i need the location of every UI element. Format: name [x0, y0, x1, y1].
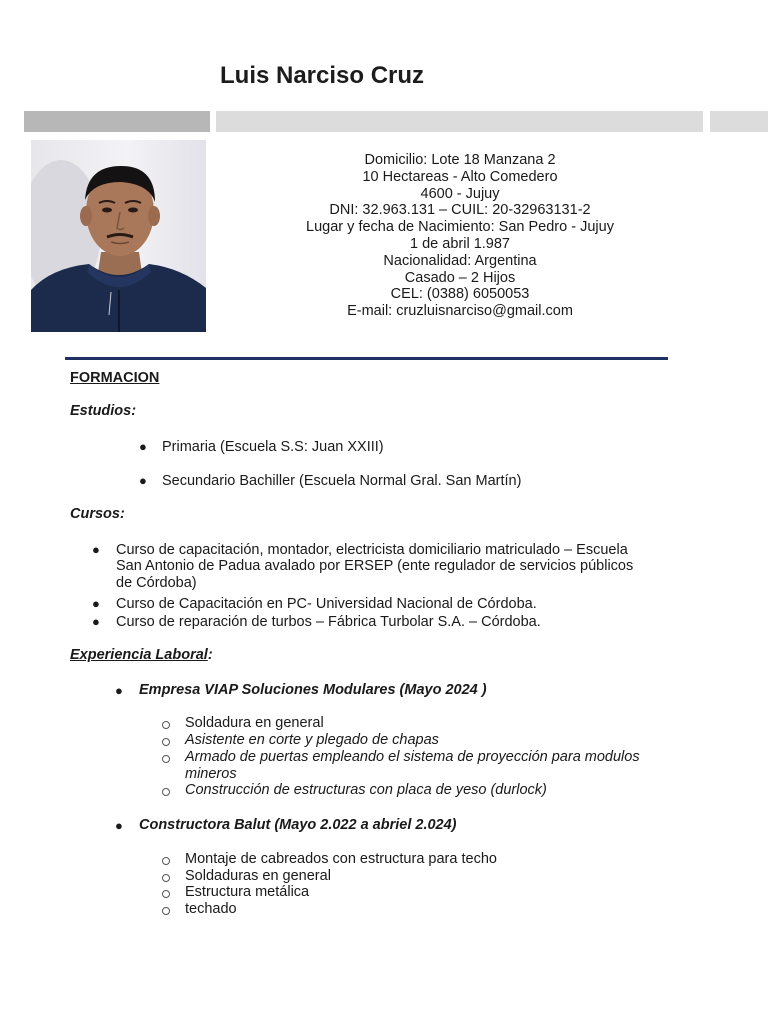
page-title: Luis Narciso Cruz — [220, 62, 425, 89]
job-title: Constructora Balut (Mayo 2.022 a abriel 2.024) — [139, 817, 457, 833]
header-bar-middle — [216, 111, 703, 132]
bullet-icon: ● — [92, 542, 100, 557]
list-item-curso: Curso de reparación de turbos – Fábrica Turbolar S.A. – Córdoba. — [116, 614, 541, 630]
bullet-icon: ● — [115, 683, 123, 698]
bullet-icon: ● — [115, 818, 123, 833]
experiencia-colon: : — [207, 647, 213, 663]
subheading-estudios: Estudios: — [70, 403, 137, 419]
contact-neighborhood: 10 Hectareas - Alto Comedero — [362, 168, 558, 185]
circle-bullet-icon — [162, 890, 170, 898]
circle-bullet-icon — [162, 738, 170, 746]
list-item-estudio: Primaria (Escuela S.S: Juan XXIII) — [162, 439, 384, 455]
job-task: Asistente en corte y plegado de chapas — [185, 732, 439, 748]
job-task-cont: mineros — [185, 766, 237, 782]
job-task: Armado de puertas empleando el sistema de proyección para modulos — [185, 749, 640, 765]
profile-photo — [31, 140, 206, 332]
job-task: Construcción de estructuras con placa de yeso (durlock) — [185, 782, 547, 798]
job-title: Empresa VIAP Soluciones Modulares (Mayo 2024 ) — [139, 682, 487, 698]
circle-bullet-icon — [162, 874, 170, 882]
section-title-experiencia — [70, 647, 213, 663]
contact-city: 4600 - Jujuy — [420, 185, 500, 202]
header-bar-right — [710, 111, 768, 132]
list-item-curso: Curso de capacitación, montador, electricista domiciliario matriculado – Escuela — [116, 542, 628, 558]
contact-birthdate: 1 de abril 1.987 — [410, 235, 510, 252]
list-item-estudio: Secundario Bachiller (Escuela Normal Gral. San Martín) — [162, 473, 522, 489]
circle-bullet-icon — [162, 721, 170, 729]
contact-email[interactable]: E-mail: cruzluisnarciso@gmail.com — [347, 303, 573, 320]
contact-info — [250, 152, 670, 320]
bullet-icon: ● — [139, 473, 147, 488]
list-item-curso-cont: de Córdoba) — [116, 575, 197, 591]
subheading-cursos: Cursos: — [70, 506, 125, 522]
circle-bullet-icon — [162, 755, 170, 763]
job-task: Estructura metálica — [185, 884, 310, 900]
header-bar-left — [24, 111, 210, 132]
circle-bullet-icon — [162, 907, 170, 915]
job-task: Montaje de cabreados con estructura para techo — [185, 851, 497, 867]
contact-dni: DNI: 32.963.131 – CUIL: 20-32963131-2 — [329, 202, 591, 219]
list-item-curso-cont: San Antonio de Padua avalado por ERSEP (ente regulador de servicios públicos — [116, 558, 634, 574]
circle-bullet-icon — [162, 788, 170, 796]
job-task: Soldadura en general — [185, 715, 324, 731]
bullet-icon: ● — [139, 439, 147, 454]
job-task: techado — [185, 901, 237, 917]
section-divider — [65, 357, 668, 360]
section-title-formacion: FORMACION — [70, 370, 160, 386]
contact-marital-status: Casado – 2 Hijos — [404, 269, 516, 286]
experiencia-label: Experiencia Laboral — [70, 647, 208, 663]
list-item-curso: Curso de Capacitación en PC- Universidad Nacional de Córdoba. — [116, 596, 537, 612]
contact-nationality: Nacionalidad: Argentina — [383, 252, 537, 269]
circle-bullet-icon — [162, 857, 170, 865]
contact-phone: CEL: (0388) 6050053 — [390, 286, 530, 303]
bullet-icon: ● — [92, 614, 100, 629]
job-task: Soldaduras en general — [185, 868, 331, 884]
bullet-icon: ● — [92, 596, 100, 611]
contact-address: Domicilio: Lote 18 Manzana 2 — [364, 152, 556, 168]
contact-birthplace: Lugar y fecha de Nacimiento: San Pedro - Jujuy — [306, 219, 614, 236]
